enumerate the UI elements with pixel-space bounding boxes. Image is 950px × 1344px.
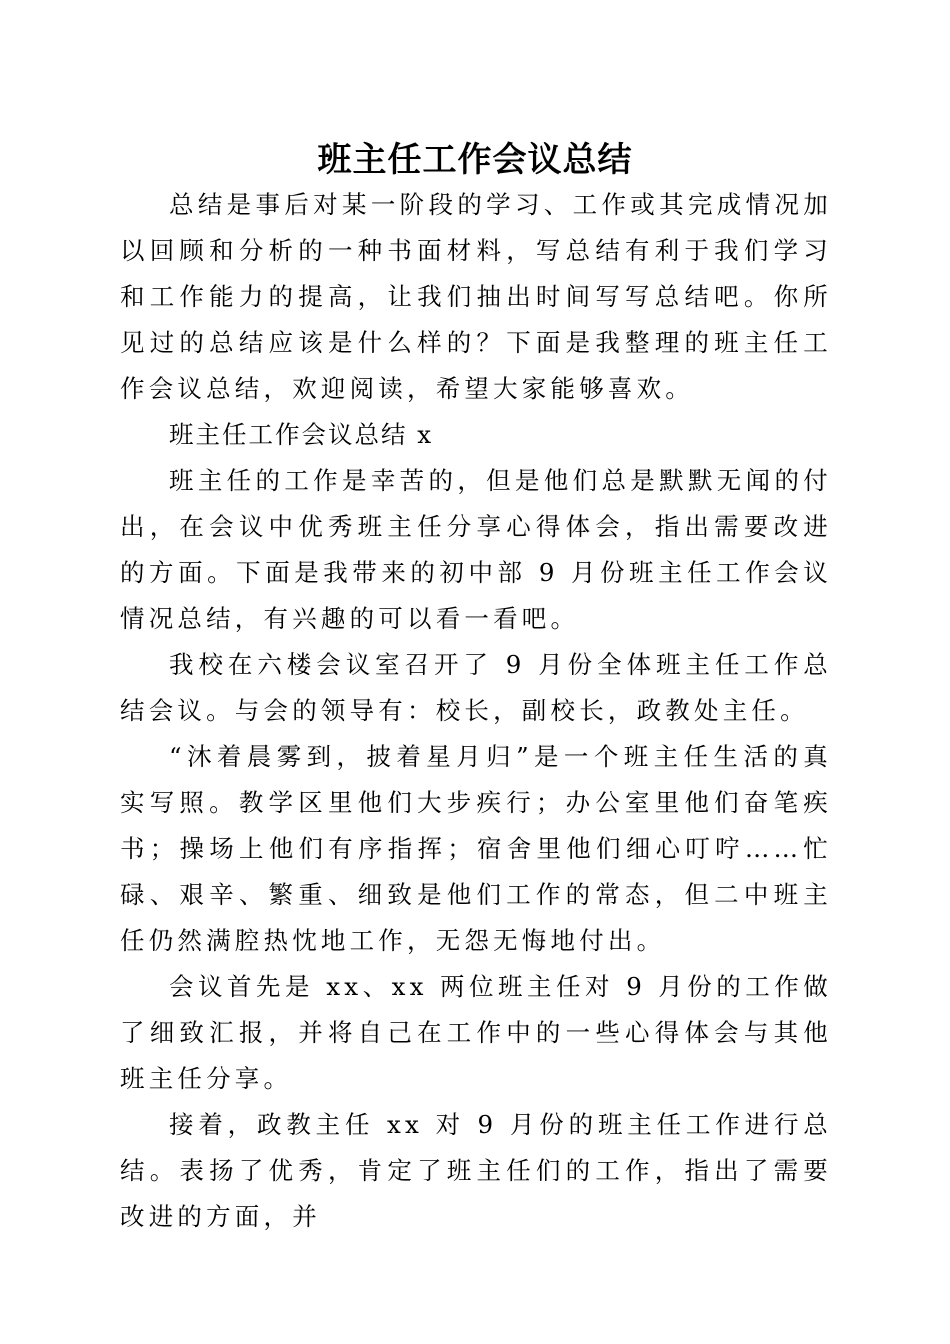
section-heading: 班主任工作会议总结 x bbox=[169, 420, 434, 449]
paragraph-meeting-info: 我校在六楼会议室召开了 9 月份全体班主任工作总结会议。与会的领导有：校长，副校长，政教处主任。 bbox=[120, 650, 832, 725]
paragraph-summary: 接着，政教主任 xx 对 9 月份的班主任工作进行总结。表扬了优秀，肯定了班主任们的工作，指出了需要改进的方面，并 bbox=[120, 1110, 832, 1231]
paragraph-reports: 会议首先是 xx、xx 两位班主任对 9 月份的工作做了细致汇报，并将自己在工作中的一些心得体会与其他班主任分享。 bbox=[120, 972, 832, 1093]
paragraph-work-overview: 班主任的工作是幸苦的，但是他们总是默默无闻的付出，在会议中优秀班主任分享心得体会，指出需要改进的方面。下面是我带来的初中部 9 月份班主任工作会议情况总结，有兴趣的可以看一看吧。 bbox=[120, 466, 832, 633]
document-title: 班主任工作会议总结 bbox=[317, 140, 633, 180]
paragraph-intro: 总结是事后对某一阶段的学习、工作或其完成情况加以回顾和分析的一种书面材料，写总结有利于我们学习和工作能力的提高，让我们抽出时间写写总结吧。你所见过的总结应该是什么样的？下面是我整理的班主任工作会议总结，欢迎阅读，希望大家能够喜欢。 bbox=[120, 190, 832, 403]
document-body bbox=[120, 182, 832, 1240]
paragraph-teacher-life: “沐着晨雾到，披着星月归”是一个班主任生活的真实写照。教学区里他们大步疾行；办公室里他们奋笔疾书；操场上他们有序指挥；宿舍里他们细心叮咛……忙碌、艰辛、繁重、细致是他们工作的常态，但二中班主任仍然满腔热忱地工作，无怨无悔地付出。 bbox=[120, 742, 832, 955]
